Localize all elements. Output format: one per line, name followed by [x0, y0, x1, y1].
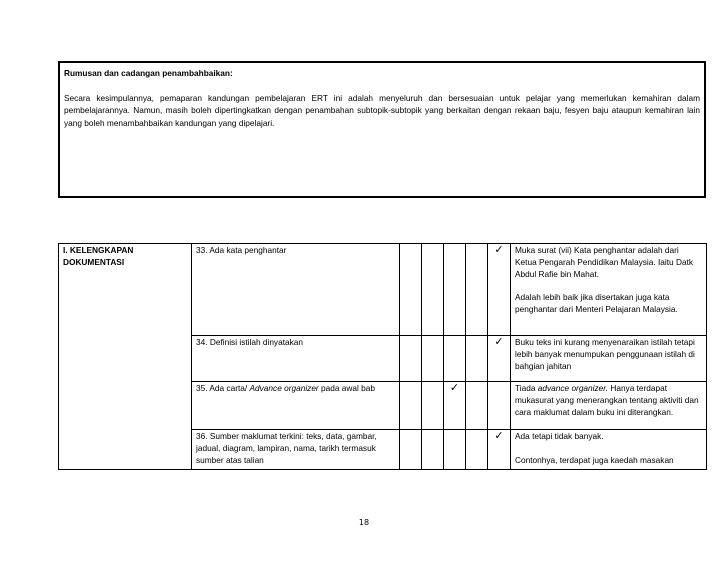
rating-cell: [488, 244, 511, 336]
category-label-line1: I. KELENGKAPAN: [63, 245, 134, 255]
rating-cell: [400, 382, 422, 430]
comment-cell: [511, 430, 707, 470]
checkmark-icon: ✓: [449, 382, 460, 394]
rating-cell: [466, 336, 488, 382]
rating-cell: [422, 382, 444, 430]
rating-cell: [444, 244, 466, 336]
category-cell: [59, 244, 192, 470]
checkmark-icon: ✓: [494, 430, 504, 442]
rating-cell: [444, 430, 466, 470]
summary-title: Rumusan dan cadangan penambahbaikan:: [64, 68, 233, 78]
rating-cell: [400, 244, 422, 336]
comment-text: Contonhya, terdapat juga kaedah masakan: [515, 454, 674, 465]
comment-text: Muka surat (vii) Kata penghantar adalah dari Ketua Pengarah Pendidikan Malaysia. Iaitu Datk Abdul Rafie bin Mahat.: [515, 245, 694, 279]
comment-cell: Buku teks ini kurang menyenaraikan istilah tetapi lebih banyak menumpukan penggunaan istilah di bahgian jahitan: [511, 336, 707, 382]
comment-text: Ada tetapi tidak banyak.: [515, 431, 604, 441]
comment-text: Adalah lebih baik jika disertakan juga kata penghantar dari Menteri Pelajaran Malaysia.: [515, 292, 678, 314]
rating-cell: [488, 382, 511, 430]
rating-cell: [444, 382, 466, 430]
page-number: 18: [358, 518, 370, 527]
rating-cell: [422, 244, 444, 336]
comment-cell: [511, 244, 707, 336]
rating-cell: [466, 382, 488, 430]
criterion-cell: 34. Definisi istilah dinyatakan: [192, 336, 400, 382]
checkmark-icon: ✓: [494, 244, 504, 256]
summary-text: Secara kesimpulannya, pemaparan kandungan pembelajaran ERT ini adalah menyeluruh dan bersesuaian untuk pelajar yang memerlukan kemahiran dalam pembelajarannya. Namun, masih boleh dipertingkatkan dengan penambahan subtopik-subtopik yang berkaitan dengan rekaan baju, fesyen baju ataupun kemahiran lain yang boleh menambahbaikan kandungan yang dipelajari.: [64, 92, 700, 128]
rating-cell: [466, 430, 488, 470]
comment-cell: Tiada advance organizer. Hanya terdapat mukasurat yang menerangkan tentang aktiviti dan cara maklumat dalam buku ini diterangkan.: [511, 382, 707, 430]
rating-cell: [422, 430, 444, 470]
rating-cell: [422, 336, 444, 382]
category-label-line2: DOKUMENTASI: [63, 256, 125, 267]
rating-cell: [488, 336, 511, 382]
criterion-cell: 33. Ada kata penghantar: [192, 244, 400, 336]
rating-cell: [466, 244, 488, 336]
criterion-cell: 35. Ada carta/ Advance organizer pada awal bab: [192, 382, 400, 430]
table-row: [59, 244, 707, 336]
criterion-cell: 36. Sumber maklumat terkini: teks, data, gambar, jadual, diagram, lampiran, nama, tarikh termasuk sumber atas talian: [192, 430, 400, 470]
rating-cell: [400, 336, 422, 382]
evaluation-table: [58, 243, 707, 470]
summary-box: [58, 61, 706, 198]
rating-cell: [400, 430, 422, 470]
checkmark-icon: ✓: [494, 336, 504, 348]
rating-cell: [488, 430, 511, 470]
rating-cell: [444, 336, 466, 382]
